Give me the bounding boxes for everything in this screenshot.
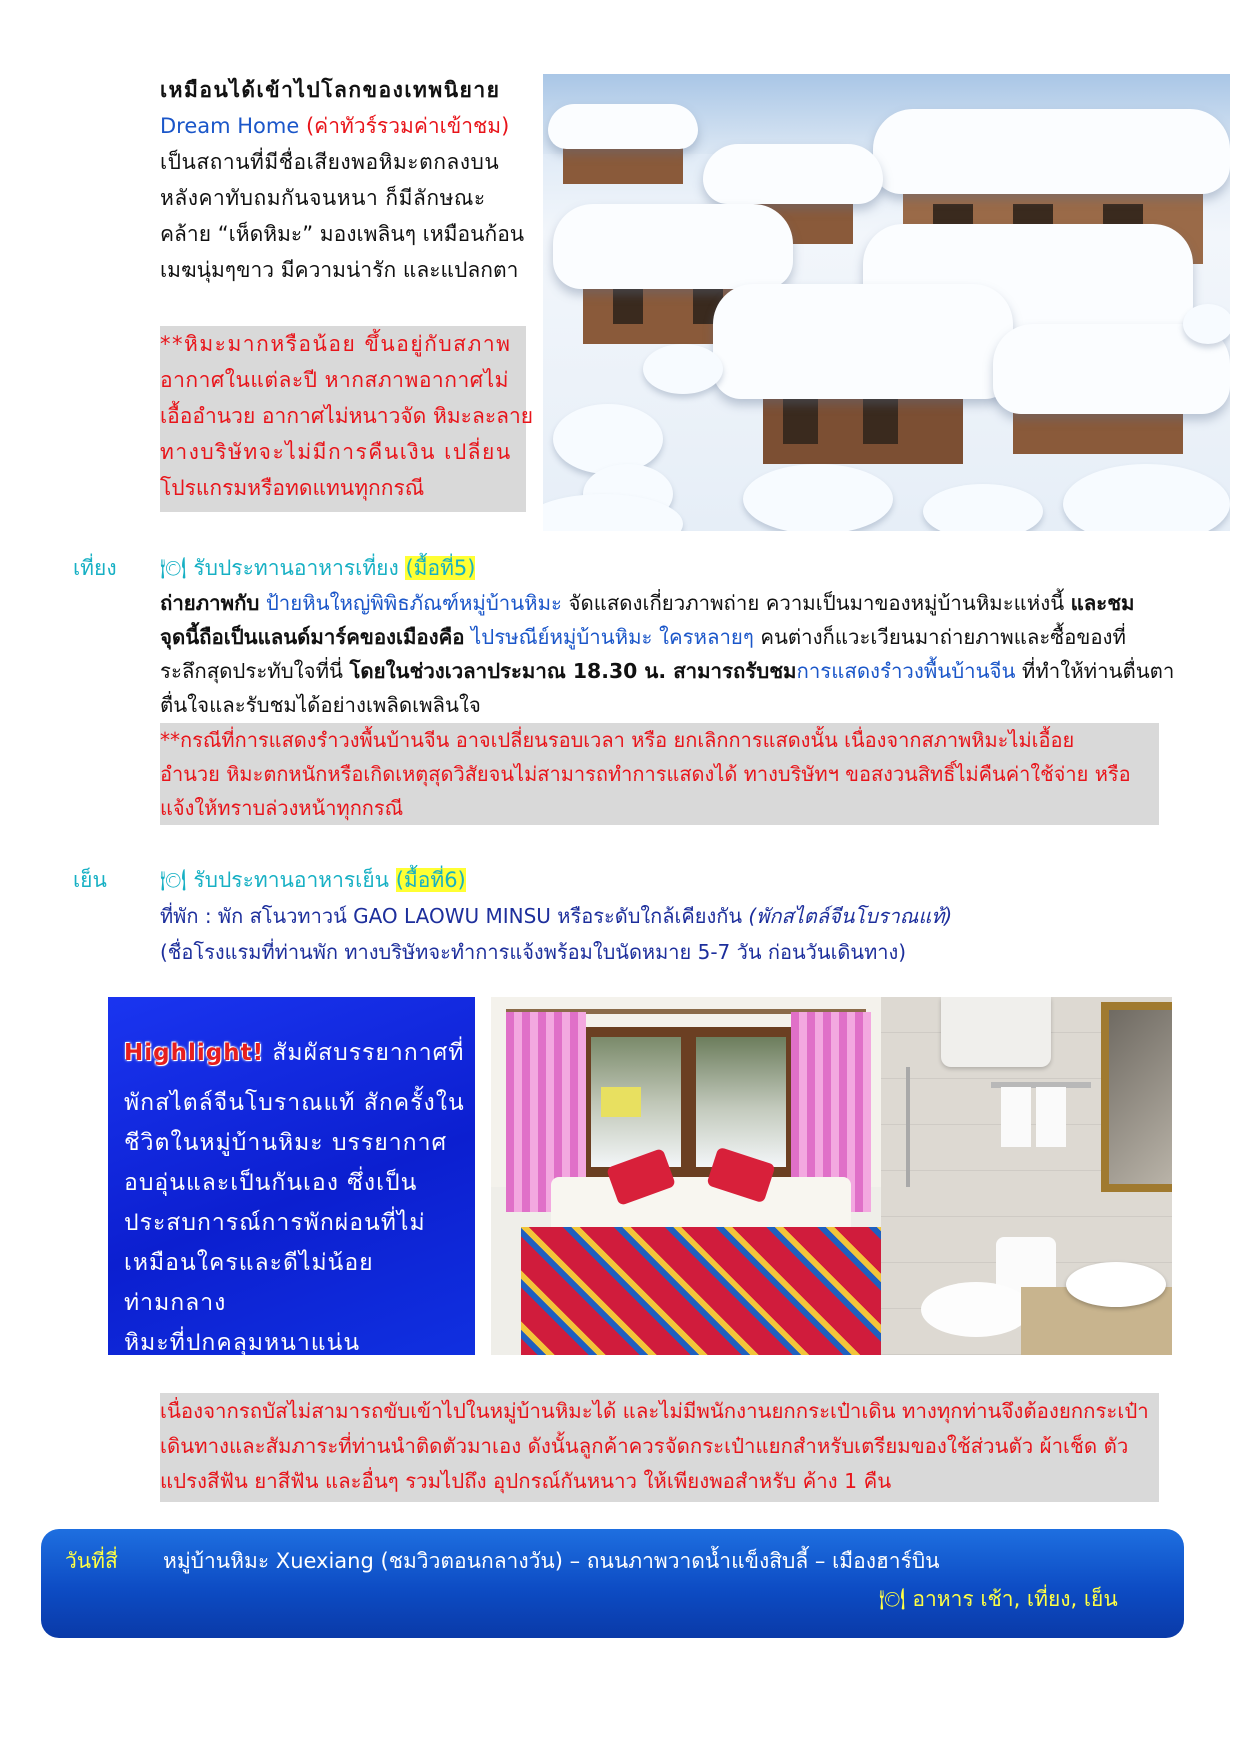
snow-warning-3: เอื้ออำนวย อากาศไม่หนาวจัด หิมะละลาย: [160, 404, 534, 428]
plate-icon: 🍽: [879, 1587, 906, 1611]
plate-icon: 🍽: [160, 556, 187, 580]
highlight-line-3: อบอุ่นและเป็นกันเอง ซึ่งเป็น: [124, 1170, 418, 1196]
lunch-p1-c: จัดแสดงเกี่ยวภาพถ่าย ความเป็นมาของหมู่บ้านหิมะแห่งนี้: [568, 591, 1065, 615]
dinner-time-label: เย็น: [73, 868, 107, 892]
place-name: Dream Home: [160, 114, 300, 138]
lunch-p3-b: โดยในช่วงเวลาประมาณ 18.30 น. สามารถรับชม: [349, 659, 797, 683]
intro-desc-1: เป็นสถานที่มีชื่อเสียงพอหิมะตกลงบน: [160, 150, 500, 174]
lunch-line-4: ตื่นใจและรับชมได้อย่างเพลิดเพลินใจ: [160, 693, 481, 717]
highlight-first-text: สัมผัสบรรยากาศที่: [272, 1040, 465, 1066]
day4-title: หมู่บ้านหิมะ Xuexiang (ชมวิวตอนกลางวัน) – ถนนภาพวาดน้ำแข็งสิบลี้ – เมืองฮาร์บิน: [163, 1549, 940, 1573]
intro-place-line: [160, 108, 525, 144]
highlight-line-6: หิมะที่ปกคลุมหนาแน่น: [124, 1330, 361, 1356]
intro-desc-4: เมฆนุ่มๆขาว มีความน่ารัก และแปลกตา: [160, 258, 519, 282]
dinner-meal-text: รับประทานอาหารเย็น: [193, 868, 390, 892]
dinner-meal-line: [160, 862, 466, 898]
luggage-note-2: เดินทางและสัมภาระที่ท่านนำติดตัวมาเอง ดังนั้นลูกค้าควรจัดกระเป๋าแยกสำหรับเตรียมของใช้ส่วนตัว ผ้าเช็ด ตัว: [160, 1434, 1129, 1458]
dance-warning-1: **กรณีที่การแสดงรำวงพื้นบ้านจีน อาจเปลี่ยนรอบเวลา หรือ ยกเลิกการแสดงนั้น เนื่องจากสภาพหิมะไม่เอื้อย: [160, 728, 1075, 752]
highlight-line-5: เหมือนใครและดีไม่น้อยท่ามกลาง: [124, 1250, 374, 1316]
lunch-p2-a: จุดนี้ถือเป็นแลนด์มาร์คของเมืองคือ: [160, 625, 465, 649]
lunch-p1-d: และชม: [1070, 591, 1135, 615]
hotel-style: (พักสไตล์จีนโบราณแท้): [748, 904, 953, 928]
lunch-meal-text: รับประทานอาหารเที่ยง: [193, 556, 399, 580]
lunch-line-1: [160, 586, 1160, 620]
intro-section: [160, 72, 525, 288]
stone-sign-link: ป้ายหินใหญ่พิพิธภัณฑ์หมู่บ้านหิมะ: [265, 591, 563, 615]
dance-warning-3: แจ้งให้ทราบล่วงหน้าทุกกรณี: [160, 796, 404, 820]
plate-icon: 🍽: [160, 868, 187, 892]
snow-warning-2: อากาศในแต่ละปี หากสภาพอากาศไม่: [160, 368, 509, 392]
lunch-line-3: [160, 654, 1175, 688]
bathroom-photo: [881, 997, 1172, 1355]
snow-village-photo: [543, 74, 1230, 531]
hotel-line: [160, 898, 952, 934]
highlight-box: [108, 997, 475, 1355]
hotel-name: ที่พัก : พัก สโนวทาวน์ GAO LAOWU MINSU หรือระดับใกล้เคียงกัน: [160, 904, 743, 928]
lunch-p1-a: ถ่ายภาพกับ: [160, 591, 260, 615]
hotel-note: (ชื่อโรงแรมที่ท่านพัก ทางบริษัทจะทำการแจ้งพร้อมใบนัดหมาย 5-7 วัน ก่อนวันเดินทาง): [160, 940, 907, 964]
intro-desc-3: คล้าย “เห็ดหิมะ” มองเพลินๆ เหมือนก้อน: [160, 222, 525, 246]
dinner-meal-badge: (มื้อที่6): [395, 868, 466, 892]
luggage-note-box: [160, 1393, 1159, 1502]
lunch-paragraph: [160, 586, 1175, 722]
lunch-meal-badge: (มื้อที่5): [405, 556, 476, 580]
day4-bar: [41, 1529, 1184, 1638]
snow-warning-1: **หิมะมากหรือน้อย ขึ้นอยู่กับสภาพ: [160, 332, 512, 356]
folk-dance-link: การแสดงรำวงพื้นบ้านจีน: [796, 659, 1016, 683]
highlight-line-4: ประสบการณ์การพักผ่อนที่ไม่: [124, 1210, 426, 1236]
intro-desc-2: หลังคาทับถมกันจนหนา ก็มีลักษณะ: [160, 186, 486, 210]
highlight-first-line: [124, 1033, 469, 1073]
lunch-p3-d: ที่ทำให้ท่านตื่นตา: [1021, 659, 1175, 683]
post-office-link: ไปรษณีย์หมู่บ้านหิมะ ใครหลายๆ: [471, 625, 754, 649]
highlight-line-2: ชีวิตในหมู่บ้านหิมะ บรรยากาศ: [124, 1130, 448, 1156]
place-note: (ค่าทัวร์รวมค่าเข้าชม): [305, 114, 510, 138]
lunch-time-label: เที่ยง: [73, 556, 117, 580]
snow-warning-box: [160, 326, 534, 512]
snow-warning-4: ทางบริษัทจะไม่มีการคืนเงิน เปลี่ยน: [160, 440, 512, 464]
intro-title: เหมือนได้เข้าไปโลกของเทพนิยาย: [160, 78, 501, 102]
highlight-line-1: พักสไตล์จีนโบราณแท้ สักครั้งใน: [124, 1090, 465, 1116]
dance-warning-2: อำนวย หิมะตกหนักหรือเกิดเหตุสุดวิสัยจนไม่สามารถทำการแสดงได้ ทางบริษัทฯ ขอสงวนสิทธิ์ไม่คืนค่าใช้จ่าย หรือ: [160, 762, 1131, 786]
lunch-p2-c: คนต่างก็แวะเวียนมาถ่ายภาพและซื้อของที่: [760, 625, 1126, 649]
day4-meals-line: [879, 1581, 1118, 1617]
highlight-word: Highlight!: [124, 1040, 265, 1066]
day4-label: วันที่สี่: [65, 1549, 118, 1573]
lunch-p3-a: ระลึกสุดประทับใจที่นี่: [160, 659, 343, 683]
room-photo: [491, 997, 881, 1355]
highlight-body: [124, 1083, 469, 1363]
snow-warning-5: โปรแกรมหรือทดแทนทุกกรณี: [160, 476, 425, 500]
day4-meals: อาหาร เช้า, เที่ยง, เย็น: [912, 1587, 1118, 1611]
luggage-note-3: แปรงสีฟัน ยาสีฟัน และอื่นๆ รวมไปถึง อุปกรณ์กันหนาว ให้เพียงพอสำหรับ ค้าง 1 คืน: [160, 1469, 892, 1493]
dance-warning-box: [160, 723, 1159, 825]
lunch-meal-line: [160, 550, 475, 586]
lunch-line-2: [160, 620, 1160, 654]
luggage-note-1: เนื่องจากรถบัสไม่สามารถขับเข้าไปในหมู่บ้านหิมะได้ และไม่มีพนักงานยกกระเป๋าเดิน ทางทุกท่านจึงต้องยกกระเป๋า: [160, 1399, 1149, 1423]
